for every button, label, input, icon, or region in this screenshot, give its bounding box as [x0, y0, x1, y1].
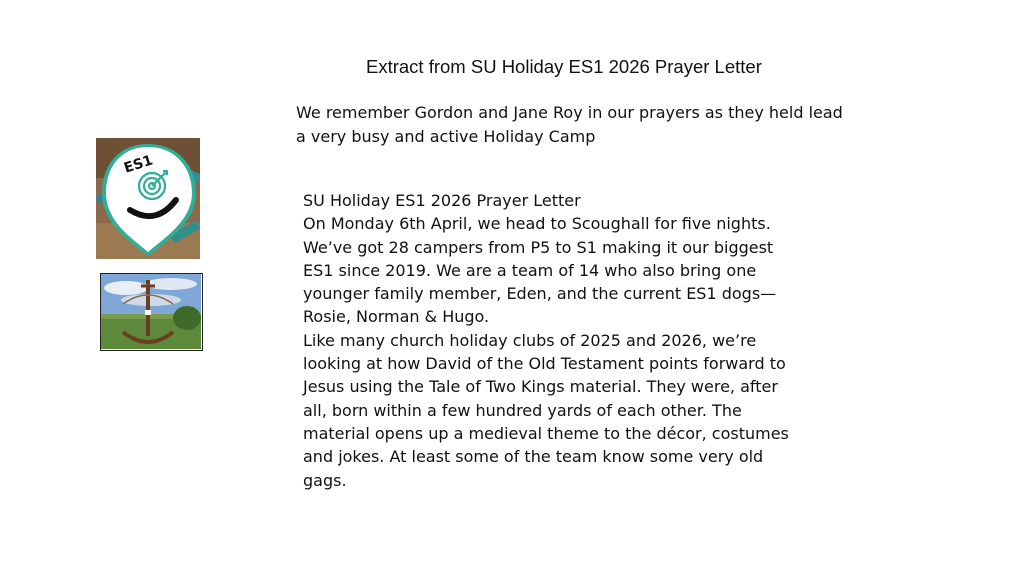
- letter-line: On Monday 6th April, we head to Scoughall for five nights.: [303, 214, 771, 234]
- letter-line: Like many church holiday clubs of 2025 and 2026, we’re: [303, 330, 757, 350]
- letter-line: and jokes. At least some of the team know some very old: [303, 447, 764, 467]
- letter-line: ES1 since 2019. We are a team of 14 who also bring one: [303, 260, 757, 280]
- anchor-icon: [101, 274, 201, 349]
- logo-text: ES1: [122, 152, 155, 177]
- intro-paragraph: [296, 101, 876, 149]
- es1-logo-graphic: [96, 138, 200, 259]
- letter-line: younger family member, Eden, and the current ES1 dogs—: [303, 284, 777, 304]
- document-title: Extract from SU Holiday ES1 2026 Prayer Letter: [366, 56, 762, 77]
- letter-line: material opens up a medieval theme to the décor, costumes: [303, 423, 789, 443]
- anchor-photo: [100, 273, 203, 351]
- letter-line: SU Holiday ES1 2026 Prayer Letter: [303, 191, 581, 210]
- letter-line: We’ve got 28 campers from P5 to S1 making it our biggest: [303, 237, 774, 257]
- letter-line: gags.: [303, 470, 347, 490]
- prayer-letter-text: [303, 189, 843, 492]
- es1-logo-image: [96, 138, 200, 259]
- intro-line: a very busy and active Holiday Camp: [296, 127, 596, 146]
- letter-line: looking at how David of the Old Testament points forward to: [303, 354, 786, 374]
- letter-line: Jesus using the Tale of Two Kings material. They were, after: [303, 377, 778, 397]
- intro-line: We remember Gordon and Jane Roy in our prayers as they held lead: [296, 103, 843, 122]
- letter-line: all, born within a few hundred yards of each other. The: [303, 400, 742, 420]
- letter-line: Rosie, Norman & Hugo.: [303, 307, 490, 327]
